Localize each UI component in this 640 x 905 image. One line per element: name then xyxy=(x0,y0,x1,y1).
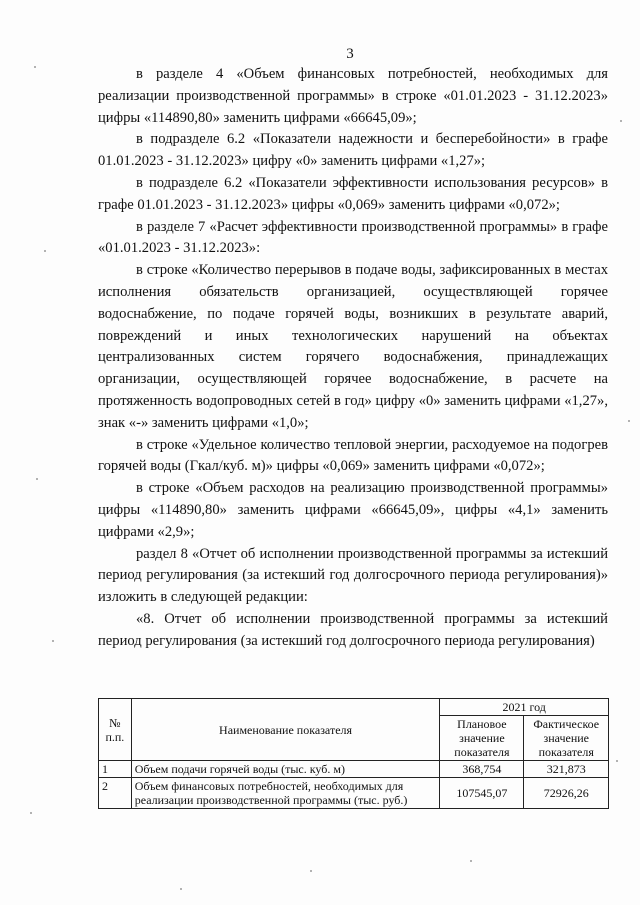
row-num: 2 xyxy=(99,778,132,809)
header-planned: Плановое значение показателя xyxy=(440,716,524,761)
row-name: Объем финансовых потребностей, необходимых для реализации производственной программы (тыс. руб.) xyxy=(131,778,440,809)
paragraph: раздел 8 «Отчет об исполнении производственной программы за истекший период регулирования (за истекший год долгосрочного периода регулирования)» изложить в следующей редакции: xyxy=(98,545,608,606)
paragraph: в строке «Удельное количество тепловой энергии, расходуемое на подогрев горячей воды (Гкал/куб. м)» цифры «0,069» заменить цифрами «0,072»; xyxy=(98,436,608,475)
row-num: 1 xyxy=(99,761,132,778)
paragraph: в разделе 7 «Расчет эффективности производственной программы» в графе «01.01.2023 - 31.12.2023»: xyxy=(98,218,608,257)
row-planned: 368,754 xyxy=(440,761,524,778)
report-table xyxy=(98,698,609,809)
paragraph: в разделе 4 «Объем финансовых потребностей, необходимых для реализации производственной программы» в строке «01.01.2023 - 31.12.2023» цифры «114890,80» заменить цифрами «66645,09»; xyxy=(98,66,608,126)
paragraph: в подразделе 6.2 «Показатели эффективности использования ресурсов» в графе 01.01.2023 - 31.12.2023» цифры «0,069» заменить цифрами «0,072»; xyxy=(98,174,608,213)
table-header-row xyxy=(99,699,609,716)
header-num: № п.п. xyxy=(99,699,132,761)
paragraph: в строке «Объем расходов на реализацию производственной программы» цифры «114890,80» заменить цифрами «66645,09», цифры «4,1» заменить цифрами «2,9»; xyxy=(98,480,608,540)
paragraph: «8. Отчет об исполнении производственной программы за истекший период регулирования (за истекший год долгосрочного периода регулирования) xyxy=(98,610,608,649)
paragraph: в строке «Количество перерывов в подаче воды, зафиксированных в местах исполнения обязательств организацией, осуществляющей горячее водоснабжение, по подаче горячей воды, возникших в результате аварий, повреждений и иных технологических нарушений на объектах централизованных систем горячего водоснабжения, принадлежащих организации, осуществляющей горячее водоснабжение, в расчете на протяженность водопроводных сетей в год» цифру «0» заменить цифрами «1,27», знак «-» заменить цифрами «1,0»; xyxy=(98,262,608,431)
header-name: Наименование показателя xyxy=(131,699,440,761)
document-body xyxy=(98,64,608,653)
paragraph: в подразделе 6.2 «Показатели надежности и бесперебойности» в графе 01.01.2023 - 31.12.2023» цифру «0» заменить цифрами «1,27»; xyxy=(98,131,608,170)
table-row xyxy=(99,761,609,778)
row-planned: 107545,07 xyxy=(440,778,524,809)
row-name: Объем подачи горячей воды (тыс. куб. м) xyxy=(131,761,440,778)
row-actual: 321,873 xyxy=(524,761,609,778)
row-actual: 72926,26 xyxy=(524,778,609,809)
header-year: 2021 год xyxy=(440,699,609,716)
table-row xyxy=(99,778,609,809)
page-number: 3 xyxy=(346,46,354,62)
header-actual: Фактическое значение показателя xyxy=(524,716,609,761)
